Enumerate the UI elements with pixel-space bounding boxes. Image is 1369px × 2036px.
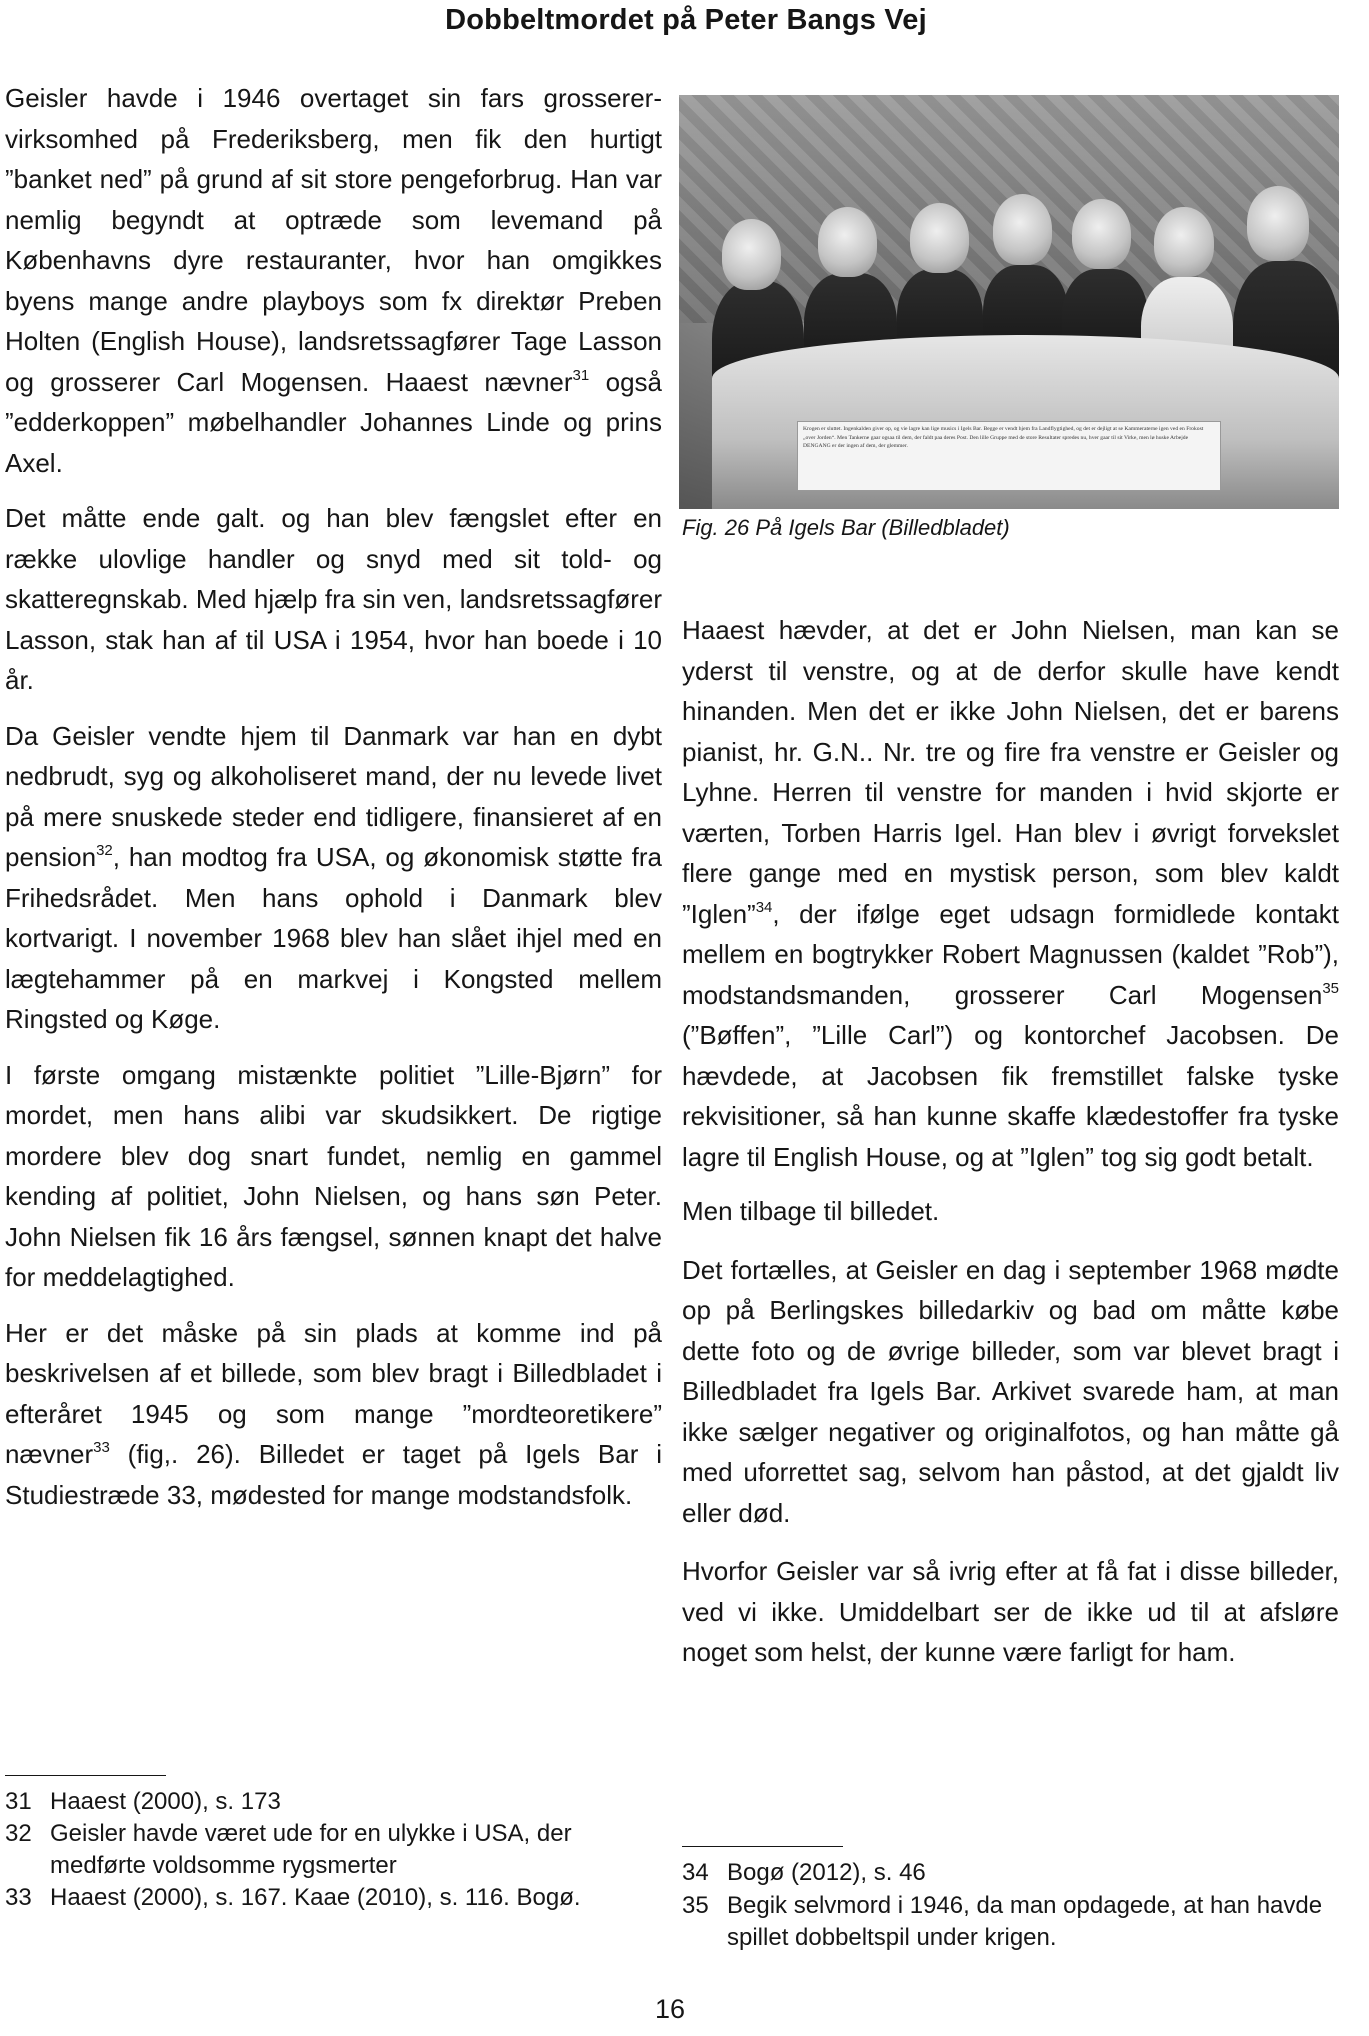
paragraph: Det måtte ende galt. og han blev fængslet efter en række ulovlige handler og snyd med sit told- og skatteregnskab. Med hjælp fra sin ven, landsretssagfører Lasson, stak han af til USA i 1954, hvor han boede i 10 år.	[5, 503, 662, 695]
footnote-ref[interactable]: 33	[93, 1439, 110, 1456]
left-column	[5, 78, 662, 1515]
figure-caption: Fig. 26 På Igels Bar (Billedbladet)	[682, 515, 1010, 540]
paragraph: Haaest hævder, at det er John Nielsen, man kan se yderst til venstre, og at de derfor skulle have kendt hinanden. Men det er ikke John Nielsen, det er barens pianist, hr. G.N.. Nr. tre og fire fra venstre er Geisler og Lyhne. Herren til venstre for manden i hvid skjorte er værten, Torben Harris Igel. Han blev i øvrigt forvekslet flere gange med en mystisk person, som blev kaldt ”Iglen”$^{34}$, der ifølge eget udsagn formidlede kontakt mellem en bogtrykker Robert Magnussen (kaldet ”Rob”), modstandsmanden, grosserer Carl Mogensen$^{35}$ (”Bøffen”, ”Lille Carl”) og kontorchef Jacobsen. De hævdede, at Jacobsen fik fremstillet falske tyske rekvisitioner, så han kunne skaffe klædestoffer fra tyske lagre til English House, og at ”Iglen” tog sig godt betalt.	[682, 615, 1339, 1172]
page-header-title: Dobbeltmordet på Peter Bangs Vej	[445, 4, 927, 36]
paragraph: Her er det måske på sin plads at komme ind på beskrivelsen af et billede, som blev bragt i Billedbladet i efteråret 1945 og som mange ”mordteoretikere” nævner$^{33}$ (fig,. 26). Billedet er taget på Igels Bar i Studiestræde 33, mødested for mange modstandsfolk.	[5, 1317, 662, 1510]
footnote-ref[interactable]: 32	[96, 842, 113, 859]
footnote-divider	[682, 1846, 843, 1847]
footnote-divider	[5, 1775, 166, 1776]
photo-person	[722, 219, 781, 289]
footnote-ref[interactable]: 31	[572, 366, 590, 384]
photo-person	[818, 207, 877, 277]
photo-person	[910, 203, 969, 273]
paragraph: Geisler havde i 1946 overtaget sin fars grosserer-virksomhed på Frederiksberg, men fik den hurtigt ”banket ned” på grund af sit store pengeforbrug. Han var nemlig begyndt at optræde som levemand på Københavns dyre restauranter, hvor han omgikkes byens mange andre playboys som fx direktør Preben Holten (English House), landsretssagfører Tage Lasson og grosserer Carl Mogensen. Haaest nævner$^{31}$ også ”edderkoppen” møbelhandler Johannes Linde og prins Axel.	[5, 83, 663, 478]
footnote-32: 32 Geisler havde været ude for en ulykke i USA, der medførte voldsomme rygsmerter	[5, 1820, 572, 1879]
photo-person	[1247, 186, 1310, 261]
paragraph: Men tilbage til billedet.	[682, 1196, 940, 1226]
footnote-35: 35 Begik selvmord i 1946, da man opdagede, at han havde spillet dobbeltspil under krigen.	[682, 1892, 1323, 1951]
photo-person	[993, 194, 1052, 264]
right-column	[682, 610, 1339, 1673]
page-number: 16	[654, 1994, 686, 2024]
figure-photo	[679, 95, 1339, 509]
paragraph: Da Geisler vendte hjem til Danmark var han en dybt nedbrudt, syg og alkoholiseret mand, der nu levede livet på mere snuskede steder end tidligere, finansieret af en pension$^{32}$, han modtog fra USA, og økonomisk støtte fra Frihedsrådet. Men hans ophold i Danmark blev kortvarigt. I november 1968 blev han slået ihjel med en lægtehammer på en markvej i Kongsted mellem Ringsted og Køge.	[5, 720, 662, 1034]
paragraph: I første omgang mistænkte politiet ”Lille-Bjørn” for mordet, men hans alibi var skudsikkert. De rigtige mordere blev dog snart fundet, nemlig en gammel kending af politiet, John Nielsen, og hans søn Peter. John Nielsen fik 16 års fængsel, sønnen knapt det halve for meddelagtighed.	[5, 1059, 662, 1292]
footnote-31: 31 Haaest (2000), s. 173	[5, 1788, 281, 1815]
paragraph: Det fortælles, at Geisler en dag i september 1968 mødte op på Berlingskes billedarkiv og bad om måtte købe dette foto og de øvrige billeder, som var blevet bragt i Billedbladet fra Igels Bar. Arkivet svarede ham, at man ikke sælger negativer og originalfotos, og han måtte gå med uforrettet sag, selvom han påstod, at det gjaldt liv eller død.	[682, 1254, 1339, 1528]
paragraph: Hvorfor Geisler var så ivrig efter at få fat i disse billeder, ved vi ikke. Umiddelbart ser de ikke ud til at afsløre noget som helst, der kunne være farligt for ham.	[682, 1556, 1339, 1667]
footnote-ref[interactable]: 34	[755, 898, 773, 916]
footnote-34: 34 Bogø (2012), s. 46	[682, 1859, 926, 1886]
photo-person	[1072, 199, 1131, 269]
footnote-ref[interactable]: 35	[1322, 979, 1339, 997]
footnote-33: 33 Haaest (2000), s. 167. Kaae (2010), s. 116. Bogø.	[5, 1884, 581, 1911]
photo-inset-caption: Krogen er sluttet. Ingenkalden giver op, og vie lagre kan lige musics i Igels Bar. Begge er vendt hjem fra Landflygtighed, og det er dejligt at se Kammeraterne igen ved en Frokost „over Jorden“. Men Tankerne gaar ogsaa til dem, der faldt paa deres Post. Den lille Gruppe med de store Resultater spredes nu, hver gaar til sit Virke, men lø huske Arbejde DENGANG er der ingen af dem, der glemmer.	[797, 421, 1221, 491]
photo-person	[1154, 207, 1213, 277]
